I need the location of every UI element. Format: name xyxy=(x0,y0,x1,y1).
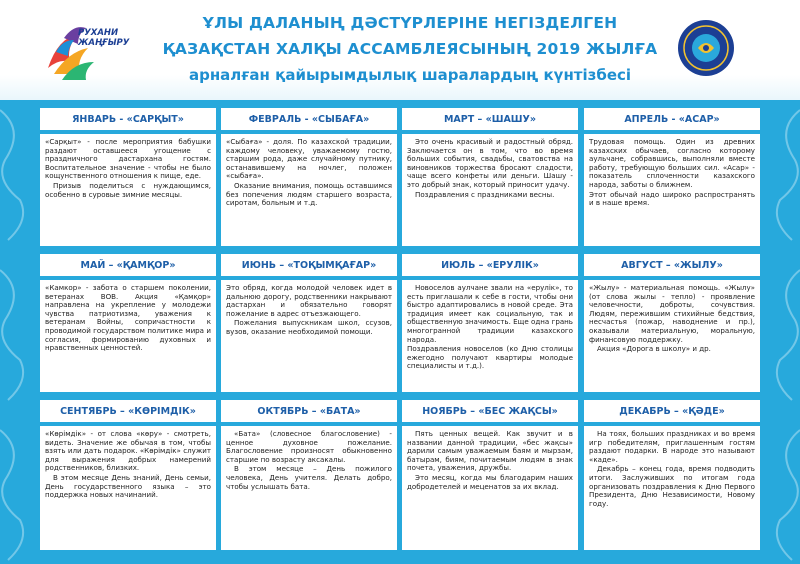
month-title: АПРЕЛЬ - «АСАР» xyxy=(584,108,760,130)
title-line2: ҚАЗАҚСТАН ХАЛҚЫ АССАМБЛЕЯСЫНЫҢ 2019 ЖЫЛҒА xyxy=(162,40,658,58)
left-ornament xyxy=(0,90,30,564)
paragraph: Акция «Дорога в школу» и др. xyxy=(597,344,711,354)
paragraph: «Жылу» - материальная помощь. «Жылу» (от слова жылы - тепло) - проявление человечности, доброты, сочувствия. Людям, пережившим стихийные бедствия, несчастья (пожар, наводнение и пр.), оказывали материальную, моральную, финансовую поддержку. xyxy=(589,283,755,344)
month-text xyxy=(402,426,578,550)
month-title: ДЕКАБРЬ – «ҚӘДЕ» xyxy=(584,400,760,422)
paragraph: Декабрь – конец года, время подводить итоги. Заслуживших по итогам года организовать поздравления к Дню Первого Президента, Дню Независимости, Новому году. xyxy=(589,464,755,508)
paragraph: Это обряд, когда молодой человек идет в дальнюю дорогу, родственники накрывают дастархан и обязательно говорят пожелание в адрес отъезжающего. xyxy=(226,283,392,318)
paragraph: «Бата» (словесное благословение) - ценное духовное пожелание. Благословение произносят обыкновенно старшие по возрасту аксакалы. xyxy=(226,429,392,464)
month-text xyxy=(40,426,216,550)
month-text xyxy=(402,280,578,392)
paragraph: Поздравления новоселов (ко Дню столицы ежегодно получают квартиры молодые специалисты и т.д.). xyxy=(407,344,573,371)
right-ornament xyxy=(770,90,800,564)
month-text xyxy=(221,280,397,392)
paragraph: «Сарқыт» - после мероприятия бабушки раздают оставшееся угощение с праздничного дастархана гостям. Воспитательное значение - чтобы не было кощунственного отношения к пище, еде. xyxy=(45,137,211,181)
title-line1: ҰЛЫ ДАЛАНЫҢ ДӘСТҮРЛЕРІНЕ НЕГІЗДЕЛГЕН xyxy=(202,14,618,32)
month-text xyxy=(40,280,216,392)
month-text xyxy=(584,134,760,246)
month-title: ИЮЛЬ – «ЕРУЛІК» xyxy=(402,254,578,276)
month-text xyxy=(584,426,760,550)
paragraph: Этот обычай надо широко распространять и в наше время. xyxy=(589,189,755,208)
month-title: МАРТ – «ШАШУ» xyxy=(402,108,578,130)
assembly-emblem xyxy=(676,18,736,78)
logo-text xyxy=(78,28,129,48)
paragraph: Поздравления с праздниками весны. xyxy=(415,189,555,199)
month-text xyxy=(584,280,760,392)
paragraph: Трудовая помощь. Один из древних казахских обычаев, согласно которому аульчане, собравшись, выполняли вместе работу, требующую больших сил. «Асар» - показатель сплоченности казахского народа, заботы о ближнем. xyxy=(589,137,755,189)
month-title: ИЮНЬ – «ТОҚЫМҚАҒАР» xyxy=(221,254,397,276)
month-title: ЯНВАРЬ - «САРҚЫТ» xyxy=(40,108,216,130)
paragraph: Оказание внимания, помощь оставшимся без попечения людям старшего возраста, сиротам, больным и т.д. xyxy=(226,180,392,208)
month-title: НОЯБРЬ – «БЕС ЖАҚСЫ» xyxy=(402,400,578,422)
month-title: ФЕВРАЛЬ - «СЫБАҒА» xyxy=(221,108,397,130)
logo-text-line1: РУХАНИ xyxy=(78,28,119,38)
month-text xyxy=(221,134,397,246)
month-title: СЕНТЯБРЬ – «КӨРІМДІК» xyxy=(40,400,216,422)
month-title: МАЙ – «ҚАМҚОР» xyxy=(40,254,216,276)
title-line3: арналған қайырымдылық шаралардың күнтізбесі xyxy=(188,66,632,84)
paragraph: В этом месяце – День пожилого человека, День учителя. Делать добро, чтобы услышать бата. xyxy=(226,464,392,491)
paragraph: «Көрімдік» - от слова «көру» - смотреть, видеть. Значение же обычая в том, чтобы взять или дать подарок. «Көрімдік» служит для выражения добрых намерений родственников, близких. xyxy=(45,429,211,473)
paragraph: Пожелания выпускникам школ, ссузов, вузов, оказание необходимой помощи. xyxy=(226,318,392,336)
paragraph: Это очень красивый и радостный обряд. Заключается он в том, что во время больших события, свадьбы, сватовства на виновников торжества бросают сладости, чаще всего конфеты или деньги. Шашу - это добрый знак, который приносит удачу. xyxy=(407,137,573,189)
header xyxy=(0,0,800,100)
paragraph: «Камкор» - забота о старшем поколении, ветеранах ВОВ. Акция «Қамқор» направлена на укрепление у молодежи чувства патриотизма, уважения к ветеранам Войны, сопричастности к проводимой государством политике мира и согласия, формированию духовных и нравственных ценностей. xyxy=(45,283,211,353)
month-title: ОКТЯБРЬ – «БАТА» xyxy=(221,400,397,422)
calendar-grid xyxy=(40,108,760,554)
month-title: АВГУСТ – «ЖЫЛУ» xyxy=(584,254,760,276)
month-text xyxy=(221,426,397,550)
logo-text-line2: ЖАҢҒЫРУ xyxy=(78,38,130,48)
paragraph: «Сыбаға» - доля. По казахской традиции, каждому человеку, уважаемому гостю, старшим рода, даже случайному путнику, останавившему на ночлег, положен «сыбаға». xyxy=(226,137,392,181)
paragraph: Призыв поделиться с нуждающимся, особенно в суровые зимние месяцы. xyxy=(45,180,211,199)
paragraph: На тоях, больших праздниках и во время игр победителям, приглашенным гостям раздают подарки. В народе это называют «каде». xyxy=(589,429,755,464)
paragraph: Новоселов аулчане звали на «ерулік», то есть приглашали к себе в гости, чтобы они быстро адаптировались в новой среде. Эта традиция имеет как социальную, так и общественную значимость. Еще одна грань многогранной традиции казахского народа. xyxy=(407,283,573,344)
paragraph: Это месяц, когда мы благодарим наших добродетелей и меценатов за их вклад. xyxy=(407,472,573,491)
paragraph: Пять ценных вещей. Как звучит и в названии данной традиции, «бес жақсы» дарили самым уважаемым баям и мырзам, батырам, биям, почитаемым людям в знак почета, уважения, дружбы. xyxy=(407,429,573,473)
paragraph: В этом месяце День знаний, День семьи, День государственного языка – это поддержка новых начинаний. xyxy=(45,472,211,500)
month-text xyxy=(402,134,578,246)
month-text xyxy=(40,134,216,246)
